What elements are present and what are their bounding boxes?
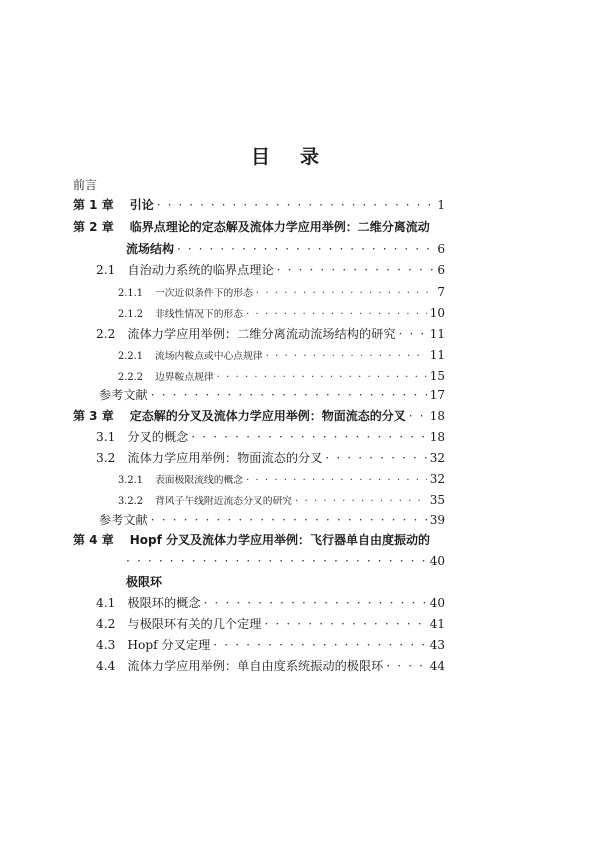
- page-title: 目录: [250, 146, 349, 168]
- subsection-number: 2.1.2: [118, 309, 143, 320]
- subsection-number: 2.1.1: [118, 288, 143, 299]
- page-number: 32: [429, 451, 445, 465]
- toc-chapter-2-continued[interactable]: [126, 241, 445, 257]
- section-number: 3.2: [96, 451, 116, 465]
- chapter-title: Hopf 分叉及流体力学应用举例：飞行器单自由度振动的: [129, 533, 430, 547]
- section-title: 流体力学应用举例：物面流态的分叉: [127, 451, 323, 465]
- toc-section-4-2[interactable]: [96, 616, 445, 632]
- chapter-number: 第 4 章: [73, 533, 114, 547]
- page-number: 18: [429, 409, 445, 423]
- page-number: 10: [429, 306, 445, 320]
- page-number: 15: [429, 369, 445, 383]
- leader-dots: [264, 616, 426, 632]
- subsection-title: 一次近似条件下的形态: [154, 288, 253, 299]
- section-title: 流体力学应用举例：单自由度系统振动的极限环: [127, 659, 384, 673]
- subsection-title: 边界鞍点规律: [154, 372, 214, 383]
- chapter-title: 引论: [129, 198, 154, 212]
- leader-dots: [386, 658, 426, 674]
- page-number: 1: [437, 198, 445, 212]
- page-number: 40: [429, 596, 445, 610]
- leader-dots: [246, 473, 427, 489]
- chapter-number: 第 1 章: [73, 198, 114, 212]
- toc-section-3-1[interactable]: [96, 429, 445, 445]
- section-title: Hopf 分叉定理: [127, 638, 211, 652]
- references-title: 参考文献: [99, 513, 148, 527]
- toc-references-ch2[interactable]: [99, 387, 445, 403]
- toc-section-2-2[interactable]: [96, 326, 445, 342]
- subsection-title: 非线性情况下的形态: [154, 309, 244, 320]
- page-number: 7: [437, 285, 445, 299]
- leader-dots: [191, 429, 426, 445]
- page-number: 18: [429, 430, 445, 444]
- toc-subsection-2-2-2[interactable]: [118, 368, 445, 386]
- subsection-number: 3.2.2: [118, 496, 143, 507]
- toc-section-3-2[interactable]: [96, 450, 445, 466]
- section-number: 3.1: [96, 430, 116, 444]
- toc-references-ch3[interactable]: [99, 512, 445, 528]
- toc-subsection-2-1-1[interactable]: [118, 284, 445, 302]
- toc-chapter-3[interactable]: [73, 408, 445, 424]
- section-number: 4.1: [96, 596, 116, 610]
- section-title: 自治动力系统的临界点理论: [127, 263, 274, 277]
- section-number: 2.1: [96, 263, 116, 277]
- page-number: 6: [437, 242, 445, 256]
- page-number: 35: [429, 493, 445, 507]
- page-number: 6: [437, 263, 445, 277]
- page-number: 11: [429, 327, 445, 341]
- chapter-number: 第 3 章: [73, 409, 114, 423]
- leader-dots: [126, 553, 427, 569]
- chapter-title-continued: 流场结构: [126, 242, 175, 256]
- page-number: 17: [429, 388, 445, 402]
- chapter-title-continued: 极限环: [126, 575, 163, 589]
- leader-dots: [213, 637, 426, 653]
- section-number: 4.3: [96, 638, 116, 652]
- section-title: 流体力学应用举例：二维分离流动流场结构的研究: [127, 327, 396, 341]
- page-number: 39: [429, 513, 445, 527]
- leader-dots: [151, 512, 427, 528]
- section-title: 极限环的概念: [127, 596, 201, 610]
- page-number: 40: [429, 554, 445, 568]
- toc-chapter-4[interactable]: [73, 532, 445, 548]
- toc-chapter-4-dots: [126, 553, 445, 569]
- toc-subsection-2-1-2[interactable]: [118, 305, 445, 323]
- page-number: 32: [429, 472, 445, 486]
- leader-dots: [325, 450, 426, 466]
- subsection-number: 2.2.2: [118, 372, 143, 383]
- subsection-number: 3.2.1: [118, 475, 143, 486]
- subsection-number: 2.2.1: [118, 351, 143, 362]
- page-number: 41: [429, 617, 445, 631]
- section-title: 与极限环有关的几个定理: [127, 617, 262, 631]
- references-title: 参考文献: [99, 388, 148, 402]
- page-number: 11: [429, 348, 445, 362]
- leader-dots: [151, 387, 427, 403]
- toc-chapter-2[interactable]: [73, 219, 445, 235]
- leader-dots: [399, 326, 427, 342]
- page-number: 43: [429, 638, 445, 652]
- page-number: 44: [429, 659, 445, 673]
- toc-section-4-1[interactable]: [96, 595, 445, 611]
- toc-subsection-3-2-2[interactable]: [118, 492, 445, 510]
- leader-dots: [266, 349, 427, 365]
- leader-dots: [157, 197, 435, 213]
- leader-dots: [204, 595, 427, 611]
- chapter-number: 第 2 章: [73, 220, 114, 234]
- toc-section-2-1[interactable]: [96, 262, 445, 278]
- toc-preface[interactable]: 前言: [73, 178, 98, 192]
- leader-dots: [295, 494, 427, 510]
- toc-chapter-1[interactable]: [73, 197, 445, 213]
- toc-subsection-2-2-1[interactable]: [118, 347, 445, 365]
- section-number: 2.2: [96, 327, 116, 341]
- leader-dots: [246, 307, 427, 323]
- leader-dots: [409, 408, 427, 424]
- section-number: 4.2: [96, 617, 116, 631]
- toc-section-4-4[interactable]: [96, 658, 445, 674]
- leader-dots: [177, 241, 434, 257]
- chapter-title: 临界点理论的定态解及流体力学应用举例：二维分离流动: [129, 220, 430, 234]
- leader-dots: [277, 262, 435, 278]
- subsection-title: 背风子午线附近流态分叉的研究: [154, 496, 293, 507]
- chapter-title: 定态解的分叉及流体力学应用举例：物面流态的分叉: [129, 409, 406, 423]
- section-number: 4.4: [96, 659, 116, 673]
- subsection-title: 表面极限流线的概念: [154, 475, 244, 486]
- toc-subsection-3-2-1[interactable]: [118, 471, 445, 489]
- leader-dots: [217, 370, 427, 386]
- toc-section-4-3[interactable]: [96, 637, 445, 653]
- subsection-title: 流场内鞍点或中心点规律: [154, 351, 263, 362]
- section-title: 分叉的概念: [127, 430, 189, 444]
- toc-chapter-4-title-line-2[interactable]: [126, 574, 162, 590]
- leader-dots: [256, 286, 434, 302]
